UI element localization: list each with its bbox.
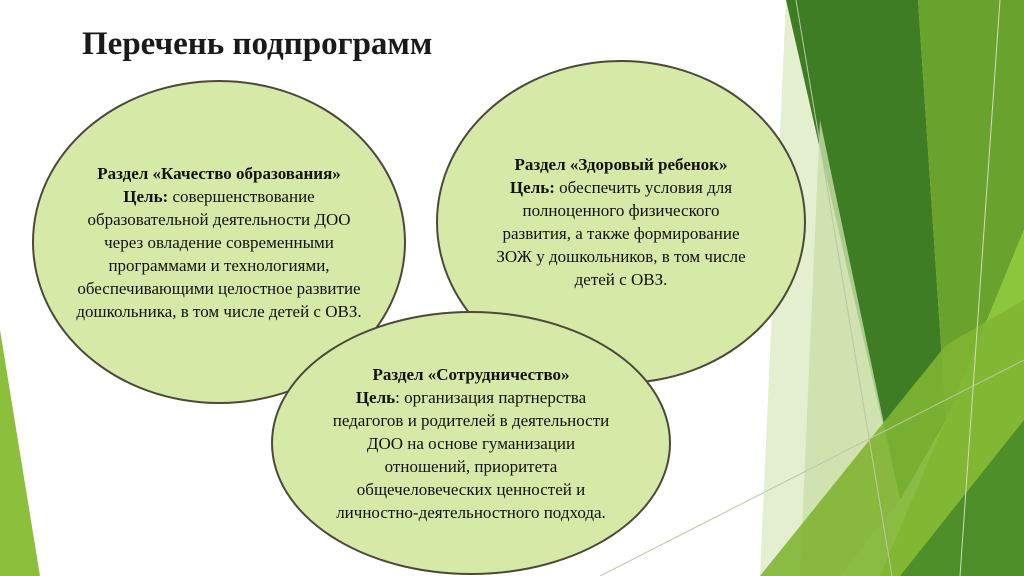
- goal-text: обеспечить условия для полноценного физического развития, а также формирование ЗОЖ у дошкольников, в том числе детей с ОВЗ.: [496, 178, 746, 289]
- goal-label: Цель: [355, 387, 396, 407]
- section-heading: Раздел «Сотрудничество»: [372, 364, 570, 384]
- section-heading: Раздел «Здоровый ребенок»: [514, 155, 728, 174]
- page-title: Перечень подпрограмм: [82, 26, 433, 62]
- goal-label: Цель:: [123, 186, 169, 206]
- section-cooperation: [271, 311, 671, 575]
- goal-text: совершенствование образовательной деятельности ДОО через овладение современными программами и технологиями, обеспечивающими целостное развитие дошкольника, в том числе детей с ОВЗ.: [76, 186, 362, 321]
- section-heading: Раздел «Качество образования»: [97, 163, 341, 183]
- goal-label: Цель:: [509, 178, 555, 197]
- left-green-stripe: [0, 330, 40, 576]
- goal-text: : организация партнерства педагогов и родителей в деятельности ДОО на основе гуманизации отношений, приоритета общечеловеческих ценностей и личностно-деятельностного подхода.: [332, 387, 610, 522]
